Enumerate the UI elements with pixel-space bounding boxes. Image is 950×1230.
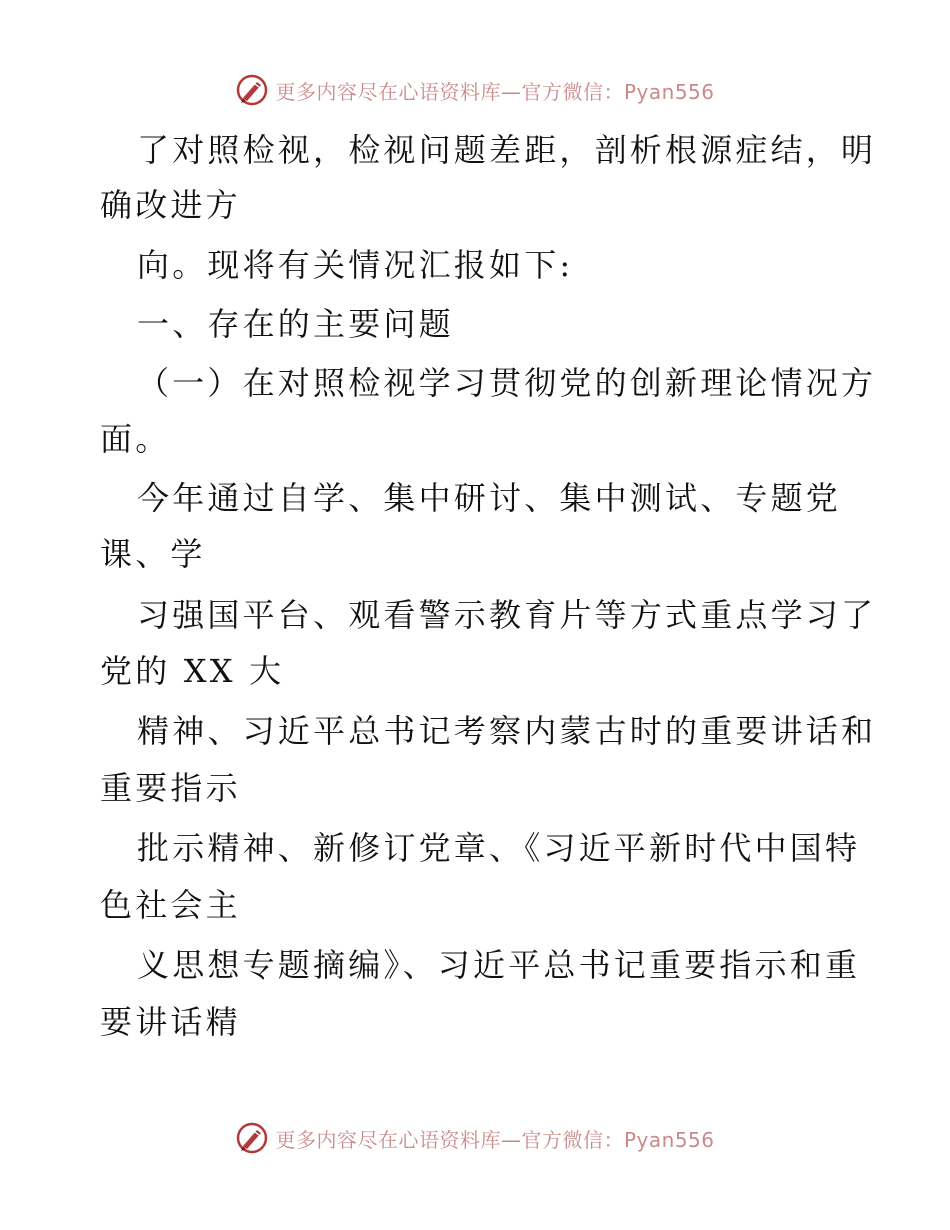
body-line: 要讲话精 — [100, 1003, 241, 1041]
watermark-wechat-id: Pyan556 — [623, 79, 715, 104]
watermark-text — [275, 1124, 714, 1153]
watermark-group — [235, 73, 714, 107]
watermark-wechat-label: 官方微信： — [521, 79, 624, 104]
body-line: 习强国平台、观看警示教育片等方式重点学习了 — [137, 596, 877, 634]
body-line: 色社会主 — [100, 886, 241, 924]
body-line: 党的 XX 大 — [100, 652, 285, 690]
body-line: 课、学 — [100, 535, 206, 573]
body-line: 确改进方 — [100, 186, 241, 224]
header-watermark — [0, 70, 950, 110]
watermark-slogan: 更多内容尽在心语资料库 — [275, 1127, 501, 1152]
section-heading: 一、存在的主要问题 — [137, 305, 454, 343]
subsection-heading: （一）在对照检视学习贯彻党的创新理论情况方 — [137, 364, 877, 402]
watermark-separator: — — [500, 1127, 522, 1152]
body-line: 精神、习近平总书记考察内蒙古时的重要讲话和 — [137, 712, 877, 750]
watermark-group — [235, 1121, 714, 1155]
watermark-slogan: 更多内容尽在心语资料库 — [275, 79, 501, 104]
pen-logo-icon — [235, 73, 269, 107]
body-line: 了对照检视，检视问题差距，剖析根源症结，明 — [137, 131, 877, 169]
body-line: 今年通过自学、集中研讨、集中测试、专题党 — [137, 479, 842, 517]
pen-logo-icon — [235, 1121, 269, 1155]
watermark-text — [275, 76, 714, 105]
body-line: 向。现将有关情况汇报如下: — [137, 246, 574, 284]
footer-watermark — [0, 1118, 950, 1158]
body-line: 面。 — [100, 420, 171, 458]
watermark-wechat-id: Pyan556 — [623, 1127, 715, 1152]
body-line: 批示精神、新修订党章、《习近平新时代中国特 — [137, 829, 861, 867]
watermark-separator: — — [500, 79, 522, 104]
watermark-wechat-label: 官方微信： — [521, 1127, 624, 1152]
body-line: 重要指示 — [100, 769, 241, 807]
body-line: 义思想专题摘编》、习近平总书记重要指示和重 — [137, 946, 861, 984]
